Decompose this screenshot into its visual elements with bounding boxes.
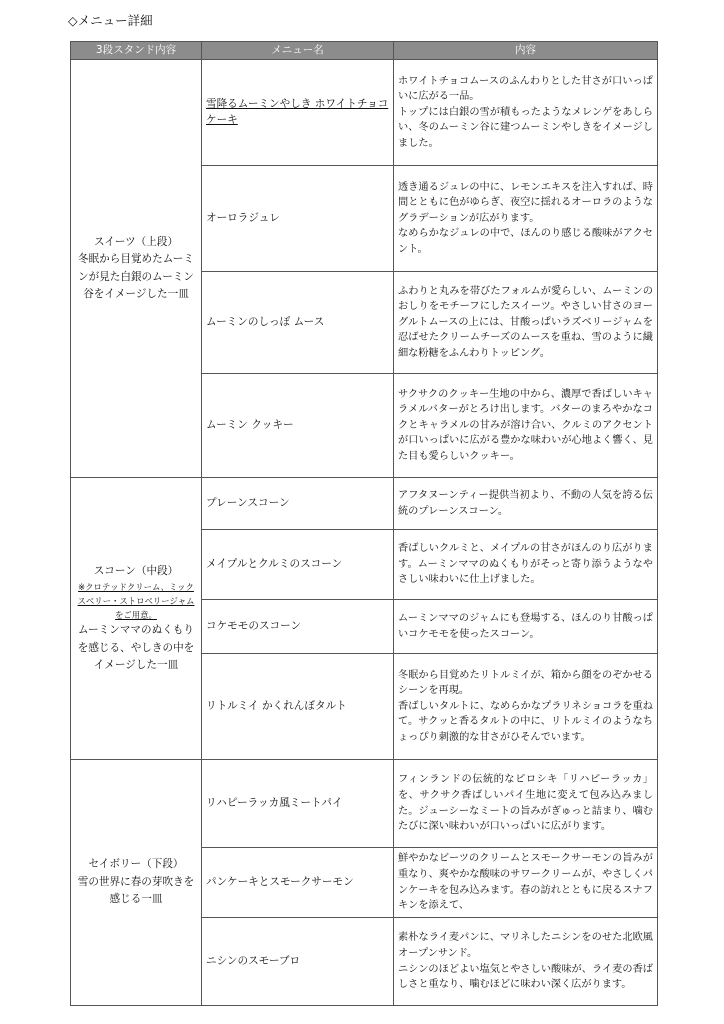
menu-item-desc: ホワイトチョコムースのふんわりとした甘さが口いっぱいに広がる一品。 トップには白銀の雪が積もったようなメレンゲをあしらい、冬のムーミン谷に建つムーミンやしきをイメージしました。 [394,60,658,166]
menu-item-desc: サクサクのクッキー生地の中から、濃厚で香ばしいキャラメルバターがとろけ出します。バターのまろやかなコクとキャラメルの甘みが溶け合い、クルミのアクセントが口いっぱいに広がる豊かな味わいが心地よく響く、見た目も愛らしいクッキー。 [394,374,658,478]
category-name: セイボリー（下段） [88,858,184,871]
menu-item-name: ムーミンのしっぽ ムース [202,272,394,374]
menu-item-name: 雪降るムーミンやしき ホワイトチョコケーキ [202,60,394,166]
page-title: ◇メニュー詳細 [68,13,153,28]
menu-item-name: リハピーラッカ風ミートパイ [202,760,394,848]
menu-item-desc: 鮮やかなビーツのクリームとスモークサーモンの旨みが重なり、爽やかな酸味のサワークリームが、やさしくパンケーキを包み込みます。春の訪れとともに戻るスナフキンを添えて、 [394,848,658,918]
menu-item-desc: フィンランドの伝統的なピロシキ「リハピーラッカ」を、サクサク香ばしいパイ生地に変えて包み込みました。ジューシーなミートの旨みがぎゅっと詰まり、噛むたびに深い味わいが口いっぱいに広がります。 [394,760,658,848]
menu-item-name: プレーンスコーン [202,478,394,530]
category-scones [71,478,202,760]
menu-item-desc: 素朴なライ麦パンに、マリネしたニシンをのせた北欧風オープンサンド。 ニシンのほどよい塩気とやさしい酸味が、ライ麦の香ばしさと重なり、噛むほどに味わい深く広がります。 [394,918,658,1006]
category-desc: 雪の世界に春の芽吹きを感じる一皿 [77,875,195,906]
category-name: スコーン（中段） [93,564,179,577]
header-content: 内容 [394,42,658,60]
table-row [71,478,658,530]
menu-item-desc: 香ばしいクルミと、メイプルの甘さがほんのり広がります。ムーミンママのぬくもりがそっと寄り添うようなやさしい味わいに仕上げました。 [394,530,658,600]
menu-item-desc: ふわりと丸みを帯びたフォルムが愛らしい、ムーミンのおしりをモチーフにしたスイーツ。やさしい甘さのヨーグルトムースの上には、甘酸っぱいラズベリージャムを忍ばせたクリームチーズのムースを重ね、雪のように繊細な粉糖をふんわりトッピング。 [394,272,658,374]
table-header-row [71,42,658,60]
menu-item-name: ニシンのスモーブロ [202,918,394,1006]
category-note: ※クロテッドクリーム、ミックスベリー・ストロベリージャムをご用意。 [77,582,195,620]
category-desc: ムーミンママのぬくもりを感じる、やしきの中をイメージした一皿 [77,624,195,671]
menu-item-name: オーロラジュレ [202,166,394,272]
category-name: スイーツ（上段） [93,235,179,248]
menu-item-desc: ムーミンママのジャムにも登場する、ほんのり甘酸っぱいコケモモを使ったスコーン。 [394,600,658,654]
table-row [71,760,658,848]
header-stand: 3段スタンド内容 [71,42,202,60]
header-menu-name: メニュー名 [202,42,394,60]
menu-item-name: メイプルとクルミのスコーン [202,530,394,600]
category-desc: 冬眠から目覚めたムーミンが見た白銀のムーミン谷をイメージした一皿 [77,253,194,300]
table-row [71,60,658,166]
menu-item-name: ムーミン クッキー [202,374,394,478]
category-sweets [71,60,202,478]
menu-detail-table [70,41,658,1006]
menu-item-name: パンケーキとスモークサーモン [202,848,394,918]
menu-item-desc: アフタヌーンティー提供当初より、不動の人気を誇る伝統のプレーンスコーン。 [394,478,658,530]
menu-item-desc: 冬眠から目覚めたリトルミイが、箱から顔をのぞかせるシーンを再現。 香ばしいタルトに、なめらかなプラリネショコラを重ねて。サクッと香るタルトの中に、リトルミイのようなちょっぴり刺激的な甘さがひそんでいます。 [394,654,658,760]
menu-item-name: リトルミイ かくれんぼタルト [202,654,394,760]
menu-item-desc: 透き通るジュレの中に、レモンエキスを注入すれば、時間とともに色がゆらぎ、夜空に揺れるオーロラのようなグラデーションが広がります。 なめらかなジュレの中で、ほんのり感じる酸味がアクセント。 [394,166,658,272]
menu-item-name: コケモモのスコーン [202,600,394,654]
category-savory [71,760,202,1006]
